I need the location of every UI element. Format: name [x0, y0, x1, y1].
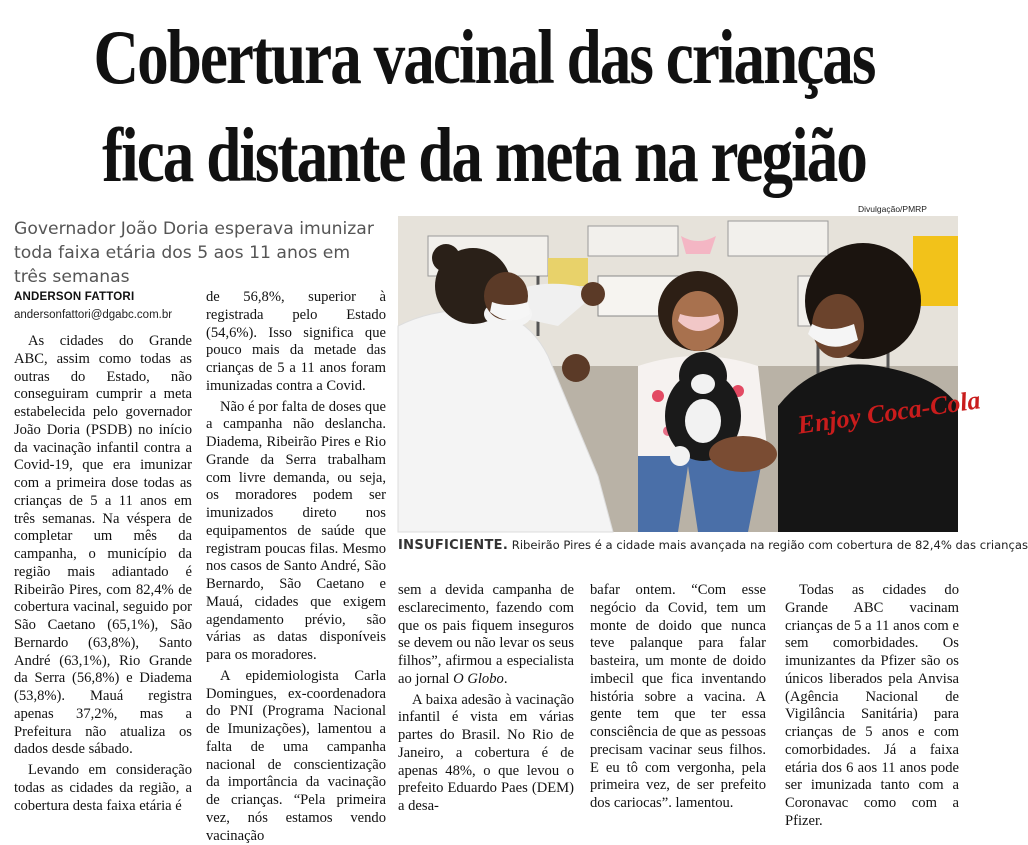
subheadline: Governador João Doria esperava imunizar toda faixa etária dos 5 aos 11 anos em três semanas — [14, 219, 374, 287]
article-column-2 — [206, 289, 386, 845]
paragraph: de 56,8%, superior à registrada pelo Estado (54,6%). Isso significa que pouco mais da metade das crianças de 5 a 11 anos foram imunizadas contra a Covid. — [206, 289, 386, 394]
photo-credit: Divulgação/PMRP — [858, 204, 927, 214]
newspaper-name: O Globo — [453, 670, 504, 687]
paragraph-text: sem a devida campanha de esclarecimento, fazendo com que os pais fiquem inseguros se devem ou não levar os seus filhos”, afirmou a especialista ao jornal — [398, 582, 574, 687]
paragraph: bafar ontem. “Com esse negócio da Covid, tem um monte de doido que nunca teve palanque para falar basteira, um monte de doido imbecil que fica inventando história sobre a vacina. A gente tem que ter essa consciência de que as pessoas precisam vacinar seus filhos. E eu tô com vergonha, pela primeira vez, de ser prefeito dos cariocas”. lamentou. — [590, 582, 766, 811]
article-column-3 — [398, 582, 574, 816]
paragraph: Levando em consideração todas as cidades da região, a cobertura desta faixa etária é — [14, 762, 192, 814]
article-column-5 — [785, 582, 959, 831]
news-photo — [398, 216, 983, 532]
byline — [14, 288, 199, 324]
headline-line-2: fica distante da meta na região — [102, 112, 866, 198]
shirt-logo-text: Enjoy Coca-Cola — [795, 385, 983, 440]
headline — [92, 8, 876, 204]
author-email: andersonfattori@dgabc.com.br — [14, 309, 173, 321]
paragraph-end: . — [503, 670, 508, 687]
vaccination-photo-illustration — [398, 216, 983, 532]
paragraph: A epidemiologista Carla Domingues, ex-coordenadora do PNI (Programa Nacional de Imunizações), lamentou a falta de uma campanha nacional de conscientização da importância da vacinação de crianças. “Pela primeira vez, nós estamos vendo vacinação — [206, 667, 386, 844]
photo-caption — [398, 537, 1028, 554]
paragraph: A baixa adesão à vacinação infantil é vista em várias partes do Brasil. No Rio de Janeiro, a cobertura é de apenas 48%, o que levou o prefeito Eduardo Paes (DEM) a desa- — [398, 691, 574, 814]
paragraph: Não é por falta de doses que a campanha não deslancha. Diadema, Ribeirão Pires e Rio Grande da Serra trabalham com livre demanda, ou seja, os moradores podem ser imunizados direto nos equipamentos de saúde que registram poucas filas. Mesmo nos casos de Santo André, São Bernardo, São Caetano e Mauá, cidades que exigem agendamento prévio, são várias as datas disponíveis para os moradores. — [206, 398, 386, 663]
article-column-1 — [14, 333, 192, 815]
paragraph — [398, 582, 574, 689]
headline-line-1: Cobertura vacinal das crianças — [93, 14, 875, 100]
article-column-4 — [590, 582, 766, 813]
paragraph: Todas as cidades do Grande ABC vacinam crianças de 5 a 11 anos com e sem comorbidades. Os imunizantes da Pfizer são os únicos liberados pela Anvisa (Agência Nacional de Vigilância Sanitária) para crianças de 5 anos e com comorbidades. Já a faixa etária dos 6 aos 11 anos pode ser imunizada tanto com a Coronavac como com a Pfizer. — [785, 582, 959, 829]
author-name: ANDERSON FATTORI — [14, 291, 135, 303]
caption-text: Ribeirão Pires é a cidade mais avançada na região com cobertura de 82,4% das crianças — [508, 538, 1028, 552]
caption-lead: INSUFICIENTE. — [398, 538, 509, 553]
paragraph: As cidades do Grande ABC, assim como todas as outras do Estado, não conseguiram cumprir a meta estabelecida pelo governador João Doria (PSDB) no início da vacinação infantil contra a Covid-19, que era imunizar com a primeira dose todas as crianças de 5 a 11 anos em três semanas. Na véspera de completar um mês da campanha, o município da região mais adiantado é Ribeirão Pires, com 82,4% de cobertura vacinal, seguido por São Caetano (65,1%), São Bernardo (63,8%), Santo André (63,1%), Rio Grande da Serra (56,8%) e Diadema (53,8%). Mauá registra apenas 37,2%, mas a Prefeitura não atualiza os dados desde sábado. — [14, 333, 192, 758]
